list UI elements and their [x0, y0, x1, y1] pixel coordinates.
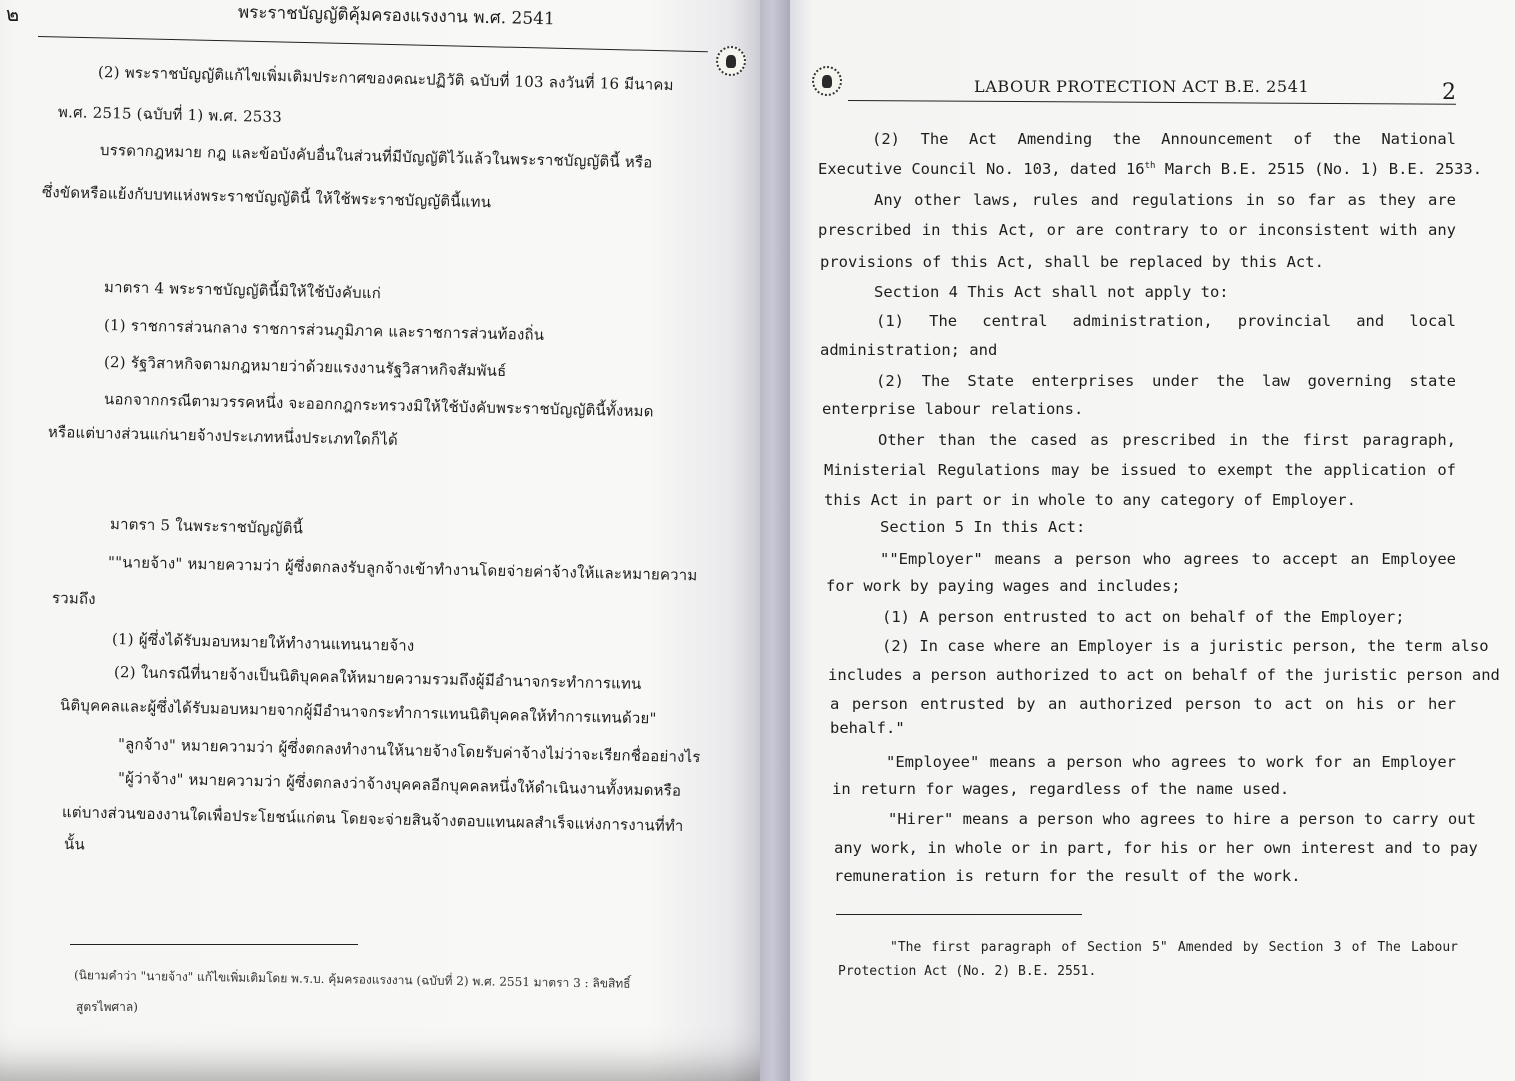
right-line-12: Ministerial Regulations may be issued to exempt the application of — [824, 461, 1456, 479]
book-gutter — [760, 0, 790, 1081]
right-page-number: 2 — [1442, 80, 1456, 105]
right-line-26: remuneration is return for the result of the work. — [834, 867, 1301, 885]
section-5-en: Section 5 In this Act: — [880, 518, 1086, 536]
left-line-18: แต่บางส่วนของงานใดเพื่อประโยชน์แก่ตน โดยจะจ่ายสินจ้างตอบแทนผลสำเร็จแห่งการงานที่ทำ — [61, 803, 684, 836]
left-header-rule — [38, 36, 708, 52]
right-line-11: Other than the cased as prescribed in the first paragraph, — [878, 431, 1456, 449]
right-line-17: (1) A person entrusted to act on behalf of the Employer; — [882, 608, 1405, 626]
left-line-11: ""นายจ้าง" หมายความว่า ผู้ซึ่งตกลงรับลูกจ้างเข้าทำงานโดยจ่ายค่าจ้างให้และหมายความ — [107, 553, 698, 585]
right-line-25: any work, in whole or in part, for his or her own interest and to pay — [834, 839, 1478, 857]
left-line-3: บรรดากฎหมาย กฎ และข้อบังคับอื่นในส่วนที่มีบัญญัติไว้แล้วในพระราชบัญญัตินี้ หรือ — [99, 141, 653, 172]
left-line-7: (2) รัฐวิสาหกิจตามกฎหมายว่าด้วยแรงงานรัฐวิสาหกิจสัมพันธ์ — [103, 353, 507, 381]
right-line-24: "Hirer" means a person who agrees to hire a person to carry out — [888, 810, 1476, 828]
right-footnote-rule — [836, 914, 1082, 915]
left-line-9: หรือแต่บางส่วนแก่นายจ้างประเภทหนึ่งประเภทใดก็ได้ — [47, 423, 399, 449]
section-4-en: Section 4 This Act shall not apply to: — [874, 283, 1229, 301]
section-5-heading: มาตรา 5 ในพระราชบัญญัตินี้ — [109, 515, 304, 538]
left-line-15: นิติบุคคลและผู้ซึ่งได้รับมอบหมายจากผู้มีอำนาจกระทำการแทนนิติบุคคลให้ทำการแทนด้วย" — [59, 696, 657, 728]
garuda-seal-icon — [716, 46, 746, 76]
right-line-5: provisions of this Act, shall be replaced by this Act. — [820, 253, 1324, 271]
left-line-1: (2) พระราชบัญญัติแก้ไขเพิ่มเติมประกาศของคณะปฏิวัติ ฉบับที่ 103 ลงวันที่ 16 มีนาคม — [97, 63, 674, 95]
right-line-3: Any other laws, rules and regulations in so far as they are — [874, 191, 1456, 209]
right-header-rule — [848, 100, 1456, 105]
right-line-18: (2) In case where an Employer is a juristic person, the term also — [882, 637, 1489, 655]
left-footnote-line-1: (นิยามคำว่า "นายจ้าง" แก้ไขเพิ่มเติมโดย พ.ร.บ. คุ้มครองแรงงาน (ฉบับที่ 2) พ.ศ. 2551 มาตรา 3 : ลิขสิทธิ์ — [73, 968, 631, 991]
right-line-21: behalf." — [830, 719, 905, 737]
right-line-23: in return for wages, regardless of the name used. — [832, 780, 1290, 798]
left-line-12: รวมถึง — [51, 589, 96, 608]
garuda-seal-icon-right — [812, 66, 842, 96]
left-footnote-line-2: สูตรไพศาล) — [76, 1000, 138, 1014]
right-line-19: includes a person authorized to act on behalf of the juristic person and — [828, 666, 1500, 684]
left-line-19: นั้น — [63, 835, 86, 854]
right-line-20: a person entrusted by an authorized person to act on his or her — [830, 695, 1456, 713]
left-line-2: พ.ศ. 2515 (ฉบับที่ 1) พ.ศ. 2533 — [57, 103, 283, 127]
left-line-16: "ลูกจ้าง" หมายความว่า ผู้ซึ่งตกลงทำงานให้นายจ้างโดยรับค่าจ้างไม่ว่าจะเรียกชื่ออย่างไร — [117, 735, 701, 767]
left-line-14: (2) ในกรณีที่นายจ้างเป็นนิติบุคคลให้หมายความรวมถึงผู้มีอำนาจกระทำการแทน — [113, 663, 642, 693]
left-line-17: "ผู้ว่าจ้าง" หมายความว่า ผู้ซึ่งตกลงว่าจ้างบุคคลอีกบุคคลหนึ่งให้ดำเนินงานทั้งหมดหรือ — [117, 769, 682, 800]
left-line-4: ซึ่งขัดหรือแย้งกับบทแห่งพระราชบัญญัตินี้ ให้ใช้พระราชบัญญัตินี้แทน — [41, 183, 492, 212]
left-page-number: ๒ — [6, 2, 20, 26]
right-footnote-line-1: "The first paragraph of Section 5" Amended by Section 3 of The Labour — [890, 940, 1458, 955]
left-footnote-rule — [70, 944, 358, 945]
left-page-header: พระราชบัญญัติคุ้มครองแรงงาน พ.ศ. 2541 — [237, 2, 555, 30]
section-4-heading: มาตรา 4 พระราชบัญญัตินี้มิให้ใช้บังคับแก่ — [103, 278, 382, 303]
right-line-15: ""Employer" means a person who agrees to accept an Employee — [880, 550, 1456, 568]
left-line-13: (1) ผู้ซึ่งได้รับมอบหมายให้ทำงานแทนนายจ้าง — [111, 630, 415, 655]
right-line-13: this Act in part or in whole to any category of Employer. — [824, 491, 1356, 509]
right-line-2: Executive Council No. 103, dated 16th March B.E. 2515 (No. 1) B.E. 2533. — [818, 160, 1483, 178]
right-line-9: (2) The State enterprises under the law governing state — [876, 372, 1456, 390]
right-page — [790, 0, 1515, 1081]
right-footnote-line-2: Protection Act (No. 2) B.E. 2551. — [838, 964, 1097, 979]
right-line-8: administration; and — [820, 341, 998, 359]
right-line-16: for work by paying wages and includes; — [826, 577, 1181, 595]
right-line-1: (2) The Act Amending the Announcement of the National — [872, 130, 1456, 148]
left-line-8: นอกจากกรณีตามวรรคหนึ่ง จะออกกฎกระทรวงมิให้ใช้บังคับพระราชบัญญัตินี้ทั้งหมด — [103, 390, 654, 421]
right-line-10: enterprise labour relations. — [822, 400, 1084, 418]
right-line-22: "Employee" means a person who agrees to work for an Employer — [886, 753, 1456, 771]
right-line-4: prescribed in this Act, or are contrary to or inconsistent with any — [818, 221, 1456, 239]
right-page-header: LABOUR PROTECTION ACT B.E. 2541 — [974, 77, 1310, 96]
right-line-7: (1) The central administration, provincial and local — [876, 312, 1456, 330]
left-line-6: (1) ราชการส่วนกลาง ราชการส่วนภูมิภาค และราชการส่วนท้องถิ่น — [103, 316, 545, 344]
